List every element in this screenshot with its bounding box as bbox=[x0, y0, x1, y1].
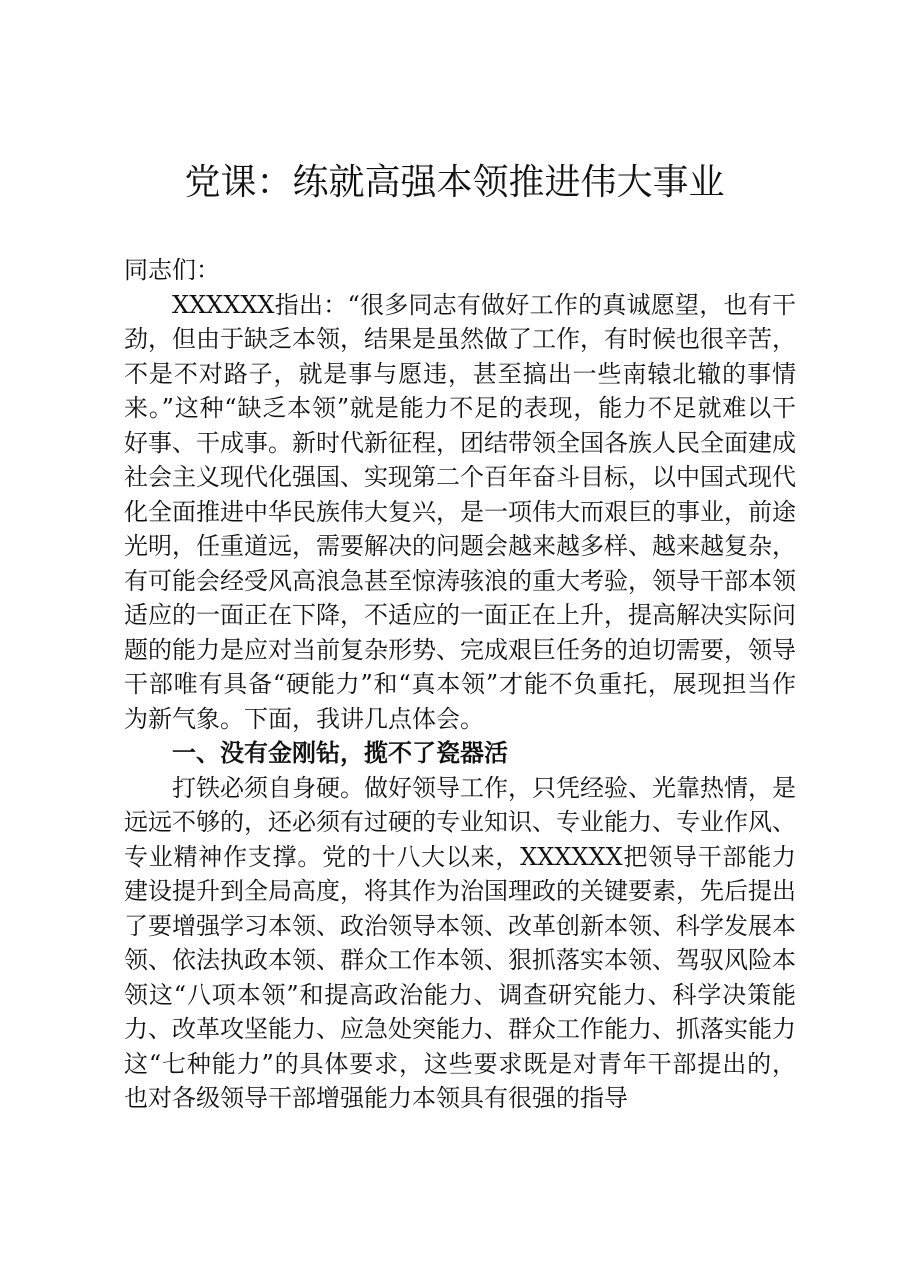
document-title: 党课：练就高强本领推进伟大事业 bbox=[184, 162, 725, 203]
section-heading: 一、没有金刚钻，揽不了瓷器活 bbox=[172, 739, 508, 767]
document-body bbox=[124, 253, 796, 1116]
salutation: 同志们： bbox=[124, 256, 220, 284]
section-paragraph: 打铁必须自身硬。做好领导工作，只凭经验、光靠热情，是远远不够的，还必须有过硬的专业知识、专业能力、专业作风、专业精神作支撑。党的十八大以来，XXXXXX把领导干部能力建设提升到全局高度，将其作为治国理政的关键要素，先后提出了要增强学习本领、政治领导本领、改革创新本领、科学发展本领、依法执政本领、群众工作本领、狠抓落实本领、驾驭风险本领这“八项本领”和提高政治能力、调查研究能力、科学决策能力、改革攻坚能力、应急处突能力、群众工作能力、抓落实能力这“七种能力”的具体要求，这些要求既是对青年干部提出的，也对各级领导干部增强能力本领具有很强的指导 bbox=[124, 773, 796, 1112]
intro-paragraph: XXXXXX指出：“很多同志有做好工作的真诚愿望，也有干劲，但由于缺乏本领，结果是虽然做了工作，有时候也很辛苦，不是不对路子，就是事与愿违，甚至搞出一些南辕北辙的事情来。”这种“缺乏本领”就是能力不足的表现，能力不足就难以干好事、干成事。新时代新征程，团结带领全国各族人民全面建成社会主义现代化强国、实现第二个百年奋斗目标，以中国式现代化全面推进中华民族伟大复兴，是一项伟大而艰巨的事业，前途光明，任重道远，需要解决的问题会越来越多样、越来越复杂，有可能会经受风高浪急甚至惊涛骇浪的重大考验，领导干部本领适应的一面正在下降，不适应的一面正在上升，提高解决实际问题的能力是应对当前复杂形势、完成艰巨任务的迫切需要，领导干部唯有具备“硬能力”和“真本领”才能不负重托，展现担当作为新气象。下面，我讲几点体会。 bbox=[124, 290, 796, 733]
